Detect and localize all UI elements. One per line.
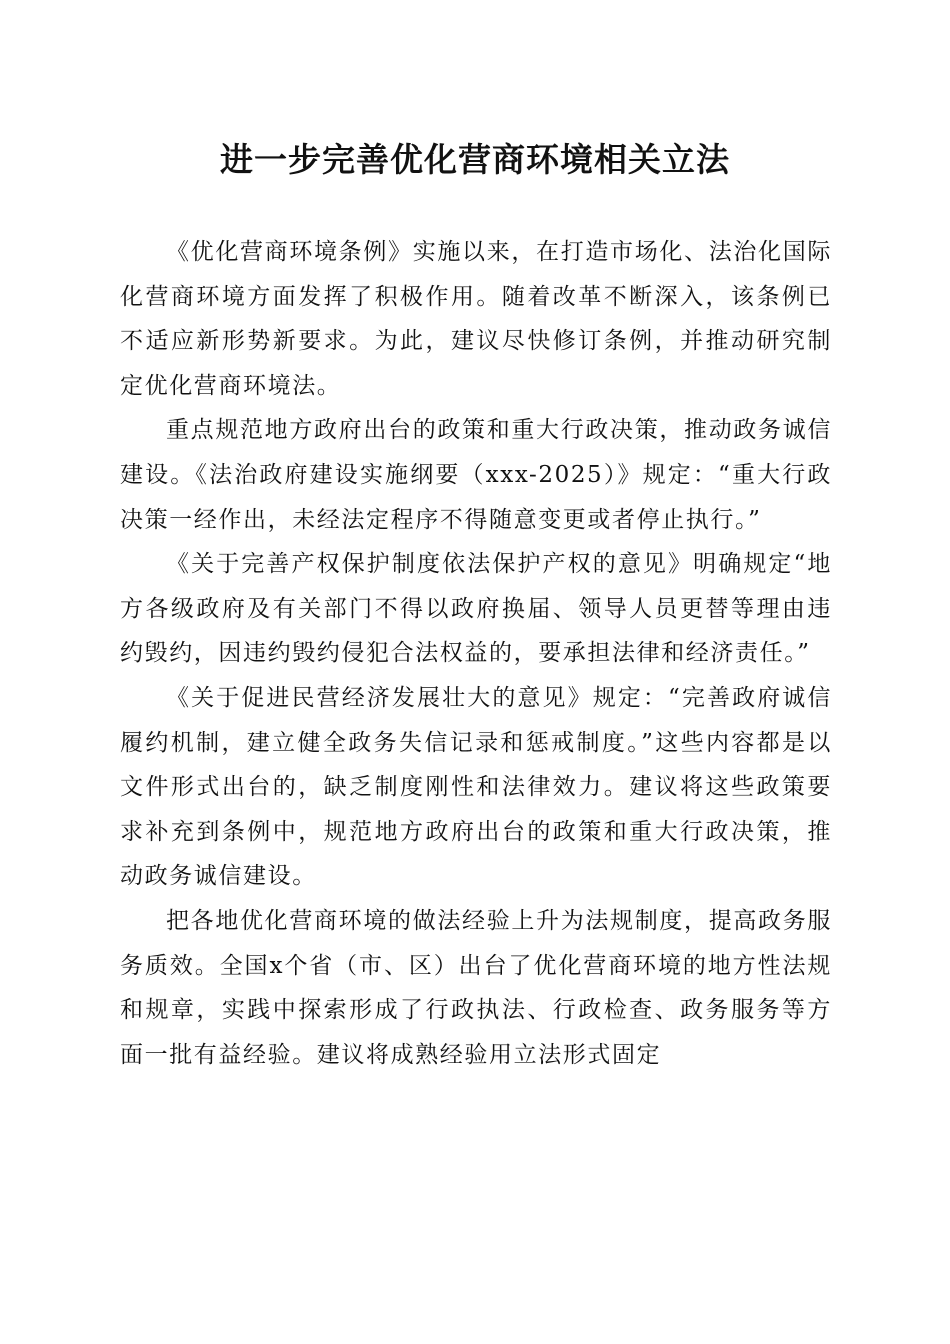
paragraph-1: 《优化营商环境条例》实施以来，在打造市场化、法治化国际化营商环境方面发挥了积极作用。随着改革不断深入，该条例已不适应新形势新要求。为此，建议尽快修订条例，并推动研究制定优化营商环境法。: [120, 239, 832, 399]
paragraph-4: 《关于促进民营经济发展壮大的意见》规定：“完善政府诚信履约机制，建立健全政务失信记录和惩戒制度。”这些内容都是以文件形式出台的，缺乏制度刚性和法律效力。建议将这些政策要求补充到条例中，规范地方政府出台的政策和重大行政决策，推动政务诚信建设。: [120, 684, 832, 890]
document-title: 进一步完善优化营商环境相关立法: [220, 140, 730, 179]
document-body: [120, 230, 832, 1077]
paragraph-3: 《关于完善产权保护制度依法保护产权的意见》明确规定“地方各级政府及有关部门不得以政府换届、领导人员更替等理由违约毁约，因违约毁约侵犯合法权益的，要承担法律和经济责任。”: [120, 551, 832, 667]
paragraph-2: 重点规范地方政府出台的政策和重大行政决策，推动政务诚信建设。《法治政府建设实施纲要（xxx-2025）》规定：“重大行政决策一经作出，未经法定程序不得随意变更或者停止执行。”: [120, 417, 832, 533]
paragraph-5: 把各地优化营商环境的做法经验上升为法规制度，提高政务服务质效。全国x个省（市、区）出台了优化营商环境的地方性法规和规章，实践中探索形成了行政执法、行政检查、政务服务等方面一批有益经验。建议将成熟经验用立法形式固定: [120, 907, 832, 1068]
